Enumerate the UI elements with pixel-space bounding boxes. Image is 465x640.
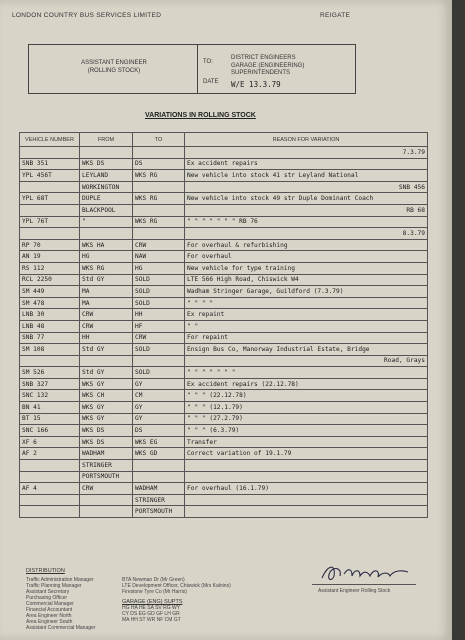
- cell-to: GY: [133, 378, 185, 390]
- distribution-item: Assistant Commercial Manager: [26, 625, 96, 631]
- table-row: [20, 506, 428, 518]
- cell-from: WKS DS: [80, 436, 133, 448]
- table-row: [20, 309, 428, 321]
- cell-to: DS: [133, 158, 185, 170]
- cell-from: MA: [80, 286, 133, 298]
- table-row: [20, 170, 428, 182]
- cell-vehicle: LNB 48: [20, 320, 80, 332]
- table-row: [20, 402, 428, 414]
- table-row: [20, 158, 428, 170]
- cell-to: WKS RG: [133, 216, 185, 228]
- cell-vehicle: XF 6: [20, 436, 80, 448]
- distribution-item: Financial Accountant: [26, 607, 73, 613]
- table-row: [20, 262, 428, 274]
- cell-reason: Road, Grays: [185, 355, 428, 367]
- cell-vehicle: [20, 228, 80, 240]
- cell-reason: Ex repaint: [185, 309, 428, 321]
- cell-from: PORTSMOUTH: [80, 471, 133, 483]
- cell-reason: " " " (22.12.78): [185, 390, 428, 402]
- cell-vehicle: SM 526: [20, 367, 80, 379]
- distribution-item: Purchasing Officer: [26, 595, 68, 601]
- external-item: Firestone Tyre Co (Mr Harris): [122, 589, 187, 595]
- cell-reason: New vehicle into stock 41 str Leyland National: [185, 170, 428, 182]
- cell-vehicle: BT 15: [20, 413, 80, 425]
- cell-to: WKS EG: [133, 436, 185, 448]
- cell-reason: Ex accident repairs: [185, 158, 428, 170]
- cell-to: CM: [133, 390, 185, 402]
- cell-vehicle: [20, 355, 80, 367]
- table-row: [20, 436, 428, 448]
- cell-from: [80, 147, 133, 159]
- cell-to: WKS GD: [133, 448, 185, 460]
- table-row: [20, 413, 428, 425]
- cell-reason: RB 68: [185, 204, 428, 216]
- cell-from: [80, 494, 133, 506]
- table-row: [20, 344, 428, 356]
- signature: [318, 562, 414, 584]
- memo-to-line1: DISTRICT ENGINEERS: [231, 55, 296, 61]
- cell-from: Std GY: [80, 274, 133, 286]
- external-item: BTA Newman Dr (Mr Green): [122, 577, 185, 583]
- cell-vehicle: RP 70: [20, 239, 80, 251]
- cell-to: NAW: [133, 251, 185, 263]
- cell-to: PORTSMOUTH: [133, 506, 185, 518]
- cell-from: Std GY: [80, 344, 133, 356]
- cell-reason: For repaint: [185, 332, 428, 344]
- distribution-item: Commercial Manager: [26, 601, 74, 607]
- external-item: LTE Development Officer, Chiswick (Mrs Kalnins): [122, 583, 231, 589]
- cell-vehicle: SM 478: [20, 297, 80, 309]
- cell-reason: [185, 471, 428, 483]
- cell-from: WKS RG: [80, 262, 133, 274]
- table-row: [20, 216, 428, 228]
- external-distribution: [122, 577, 231, 623]
- cell-reason: 8.3.79: [185, 228, 428, 240]
- table-row: [20, 181, 428, 193]
- cell-to: DS: [133, 425, 185, 437]
- cell-to: [133, 355, 185, 367]
- cell-from: STRINGER: [80, 460, 133, 472]
- cell-reason: SNB 456: [185, 181, 428, 193]
- garage-codes: CY DS EG GD GF LH GR: [122, 611, 180, 617]
- cell-from: WKS CH: [80, 390, 133, 402]
- cell-from: CRW: [80, 309, 133, 321]
- cell-from: WKS DS: [80, 425, 133, 437]
- cell-to: WKS RG: [133, 170, 185, 182]
- distribution-item: Traffic Planning Manager: [26, 583, 82, 589]
- cell-reason: " " " " " " " RB 76: [185, 216, 428, 228]
- variations-table: [19, 132, 428, 518]
- cell-reason: LTE 566 High Road, Chiswick W4: [185, 274, 428, 286]
- cell-vehicle: YPL 76T: [20, 216, 80, 228]
- garage-codes: MA HH ST WR NF CM GT: [122, 617, 181, 623]
- cell-vehicle: [20, 181, 80, 193]
- cell-from: HH: [80, 332, 133, 344]
- cell-reason: " " " ": [185, 297, 428, 309]
- cell-vehicle: [20, 471, 80, 483]
- cell-reason: New vehicle into stock 49 str Duple Dominant Coach: [185, 193, 428, 205]
- table-row: [20, 494, 428, 506]
- cell-reason: Ensign Bus Co, Manorway Industrial Estate, Bridge: [185, 344, 428, 356]
- cell-reason: Transfer: [185, 436, 428, 448]
- cell-reason: [185, 460, 428, 472]
- distribution-heading: DISTRIBUTION: [26, 568, 65, 574]
- cell-reason: " " " (6.3.79): [185, 425, 428, 437]
- distribution-item: Area Engineer North: [26, 613, 72, 619]
- signature-line: [312, 584, 416, 585]
- cell-reason: Wadham Stringer Garage, Guildford (7.3.79): [185, 286, 428, 298]
- cell-to: HH: [133, 309, 185, 321]
- company-name: LONDON COUNTRY BUS SERVICES LIMITED: [12, 12, 162, 19]
- table-row: [20, 378, 428, 390]
- cell-from: [80, 228, 133, 240]
- cell-reason: New vehicle for type training: [185, 262, 428, 274]
- distribution-item: Assistant Secretary: [26, 589, 70, 595]
- memo-date-label: DATE: [203, 79, 219, 85]
- cell-from: WORKINGTON: [80, 181, 133, 193]
- cell-to: WADHAM: [133, 483, 185, 495]
- table-row: [20, 448, 428, 460]
- table-body: [20, 147, 428, 518]
- cell-reason: For overhaul & refurbishing: [185, 239, 428, 251]
- cell-from: MA: [80, 297, 133, 309]
- cell-from: BLACKPOOL: [80, 204, 133, 216]
- cell-reason: " " " (27.2.79): [185, 413, 428, 425]
- memo-date-value: W/E 13.3.79: [231, 80, 281, 89]
- office-location: REIGATE: [320, 12, 351, 19]
- cell-to: STRINGER: [133, 494, 185, 506]
- table-row: [20, 251, 428, 263]
- cell-vehicle: SM 108: [20, 344, 80, 356]
- distribution-item: Traffic Administration Manager: [26, 577, 94, 583]
- cell-vehicle: AN 19: [20, 251, 80, 263]
- table-row: [20, 367, 428, 379]
- cell-from: Std GY: [80, 367, 133, 379]
- table-row: [20, 483, 428, 495]
- memo-from-line1: ASSISTANT ENGINEER: [81, 60, 147, 66]
- table-row: [20, 274, 428, 286]
- cell-to: SOLD: [133, 297, 185, 309]
- cell-vehicle: [20, 506, 80, 518]
- cell-reason: For overhaul: [185, 251, 428, 263]
- cell-from: CRW: [80, 320, 133, 332]
- table-row: [20, 147, 428, 159]
- cell-to: [133, 471, 185, 483]
- cell-vehicle: [20, 460, 80, 472]
- cell-to: SOLD: [133, 344, 185, 356]
- cell-to: SOLD: [133, 274, 185, 286]
- cell-reason: Correct variation of 19.1.79: [185, 448, 428, 460]
- cell-from: ": [80, 216, 133, 228]
- col-from: FROM: [80, 133, 133, 147]
- memo-to-line3: SUPERINTENDENTS: [231, 70, 291, 76]
- document-title: VARIATIONS IN ROLLING STOCK: [145, 112, 256, 119]
- cell-to: [133, 460, 185, 472]
- cell-from: [80, 355, 133, 367]
- cell-from: WADHAM: [80, 448, 133, 460]
- cell-from: [80, 506, 133, 518]
- cell-to: HF: [133, 320, 185, 332]
- cell-vehicle: YPL 68T: [20, 193, 80, 205]
- cell-reason: [185, 494, 428, 506]
- cell-from: WKS HA: [80, 239, 133, 251]
- garage-codes: HG HA HE SA SV RG WY: [122, 605, 181, 611]
- table-row: [20, 425, 428, 437]
- memo-from: [39, 59, 189, 75]
- cell-vehicle: SNC 166: [20, 425, 80, 437]
- cell-vehicle: AF 2: [20, 448, 80, 460]
- memo-header-box: [28, 44, 356, 94]
- cell-to: [133, 228, 185, 240]
- cell-to: HG: [133, 262, 185, 274]
- table-row: [20, 320, 428, 332]
- cell-to: [133, 181, 185, 193]
- cell-vehicle: [20, 147, 80, 159]
- table-header-row: [20, 133, 428, 147]
- cell-vehicle: BN 41: [20, 402, 80, 414]
- cell-reason: For overhaul (16.1.79): [185, 483, 428, 495]
- cell-reason: " " " (12.1.79): [185, 402, 428, 414]
- cell-vehicle: AF 4: [20, 483, 80, 495]
- cell-reason: [185, 506, 428, 518]
- cell-reason: 7.3.79: [185, 147, 428, 159]
- col-reason: REASON FOR VARIATION: [185, 133, 428, 147]
- signature-title: Assistant Engineer Rolling Stock: [318, 588, 391, 594]
- cell-to: WKS RG: [133, 193, 185, 205]
- col-vehicle-number: VEHICLE NUMBER: [20, 133, 80, 147]
- cell-vehicle: SNB 351: [20, 158, 80, 170]
- table-row: [20, 239, 428, 251]
- cell-vehicle: SNB 77: [20, 332, 80, 344]
- cell-vehicle: YPL 456T: [20, 170, 80, 182]
- table-row: [20, 471, 428, 483]
- cell-from: HG: [80, 251, 133, 263]
- cell-from: WKS GY: [80, 413, 133, 425]
- cell-from: WKS GY: [80, 378, 133, 390]
- cell-vehicle: [20, 494, 80, 506]
- cell-from: WKS GY: [80, 402, 133, 414]
- table-row: [20, 332, 428, 344]
- cell-vehicle: SNC 132: [20, 390, 80, 402]
- cell-vehicle: RS 112: [20, 262, 80, 274]
- cell-to: CRW: [133, 332, 185, 344]
- distribution-item: Area Engineer South: [26, 619, 73, 625]
- memo-to: [231, 55, 304, 78]
- table-row: [20, 193, 428, 205]
- table-row: [20, 286, 428, 298]
- cell-vehicle: SNB 327: [20, 378, 80, 390]
- cell-vehicle: SM 449: [20, 286, 80, 298]
- cell-to: SOLD: [133, 286, 185, 298]
- distribution-block: [26, 568, 95, 631]
- table-row: [20, 355, 428, 367]
- cell-from: WKS DS: [80, 158, 133, 170]
- memo-divider: [197, 45, 198, 93]
- cell-from: DUPLE: [80, 193, 133, 205]
- cell-to: CRW: [133, 239, 185, 251]
- cell-vehicle: LNB 30: [20, 309, 80, 321]
- cell-to: GY: [133, 402, 185, 414]
- col-to: TO: [133, 133, 185, 147]
- cell-to: [133, 204, 185, 216]
- cell-to: [133, 147, 185, 159]
- cell-to: GY: [133, 413, 185, 425]
- cell-to: SOLD: [133, 367, 185, 379]
- table-row: [20, 390, 428, 402]
- cell-from: LEYLAND: [80, 170, 133, 182]
- memo-to-label: TO:: [203, 59, 213, 65]
- table-row: [20, 460, 428, 472]
- table-row: [20, 204, 428, 216]
- cell-vehicle: [20, 204, 80, 216]
- table-row: [20, 297, 428, 309]
- memo-from-line2: (ROLLING STOCK): [87, 68, 141, 74]
- cell-reason: " ": [185, 320, 428, 332]
- cell-reason: " " " " " " ": [185, 367, 428, 379]
- cell-vehicle: RCL 2250: [20, 274, 80, 286]
- cell-from: CRW: [80, 483, 133, 495]
- garage-heading: GARAGE (ENG) SUPTS: [122, 599, 183, 605]
- memo-to-line2: GARAGE (ENGINEERING): [231, 62, 305, 69]
- table-row: [20, 228, 428, 240]
- cell-reason: Ex accident repairs (22.12.78): [185, 378, 428, 390]
